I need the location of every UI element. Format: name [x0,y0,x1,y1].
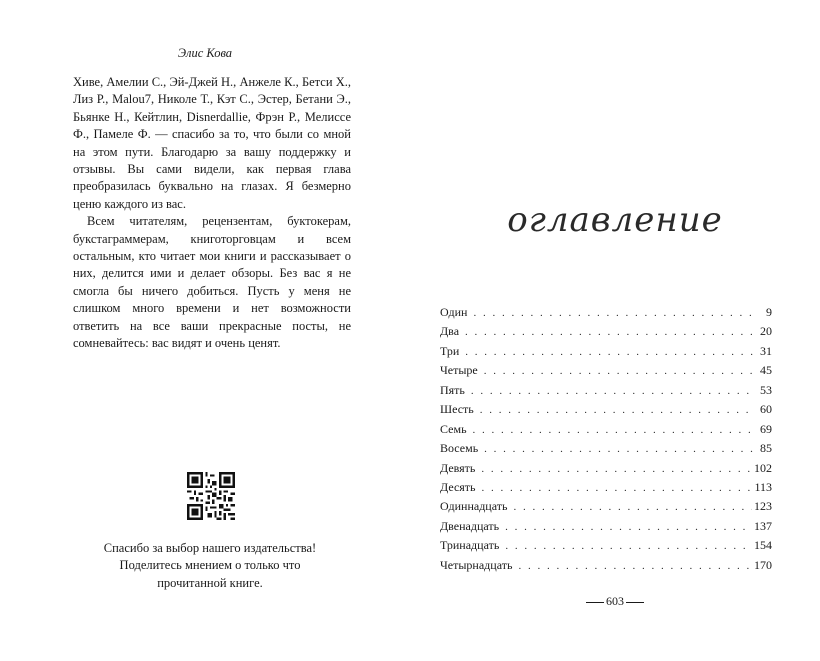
folio-rule-left [586,602,604,603]
toc-entry-label: Восемь [440,441,479,456]
toc-leader-dots [473,307,754,319]
toc-entry-page: 20 [760,324,772,339]
toc-entry-page: 154 [754,538,772,553]
thanks-line: прочитанной книге. [157,575,263,590]
toc-entry-label: Три [440,343,460,358]
toc-entry-page: 9 [766,305,772,319]
table-of-contents [440,305,772,577]
toc-entry[interactable] [440,519,772,538]
toc-entry[interactable] [440,402,772,421]
toc-entry-label: Пять [440,382,465,397]
toc-leader-dots [480,404,754,416]
toc-entry-label: Тринадцать [440,538,500,553]
toc-entry-page: 31 [760,343,772,358]
toc-entry[interactable] [440,461,772,480]
toc-entry[interactable] [440,499,772,518]
toc-entry-label: Четырнадцать [440,557,513,572]
publisher-thanks [60,540,360,592]
toc-entry[interactable] [440,441,772,460]
toc-leader-dots [482,482,753,494]
toc-entry-page: 170 [754,557,772,572]
toc-entry[interactable] [440,538,772,557]
toc-entry-page: 113 [754,479,772,494]
running-head-author: Элис Кова [177,46,233,60]
toc-leader-dots [484,443,754,455]
toc-entry[interactable] [440,363,772,382]
toc-leader-dots [484,365,754,377]
toc-entry-label: Одиннадцать [440,499,508,514]
toc-entry-page: 45 [760,363,772,378]
toc-entry-label: Шесть [440,402,474,417]
paragraph-1: Хиве, Амелии С., Эй-Джей Н., Анжеле К., Бетси Х., Лиз Р., Malou7, Николе Т., Кэт С., Эстер, Бетани Э., Бьянке Н., Кейтлин, Disnerdallie, Фрэн Р., Мелиссе Ф., Памеле Ф. — спасибо за то, что были со мной на этом пути. Благодарю за вашу поддержку и отзывы. Вы сами видели, как первая глава преобразилась буквально на глазах. Я безмерно ценю каждого из вас. [73,75,351,211]
thanks-line: Поделитесь мнением о только что [119,558,301,573]
thanks-line: Спасибо за выбор нашего издательства! [103,541,317,555]
toc-leader-dots [465,346,754,358]
folio-rule-right [626,602,644,603]
toc-leader-dots [471,385,754,397]
toc-leader-dots [518,560,752,572]
folio-number: 603 [606,594,624,608]
toc-leader-dots [505,521,752,533]
toc-entry-label: Семь [440,421,467,436]
toc-entry-page: 123 [754,499,772,514]
qr-code-icon[interactable] [187,472,235,520]
toc-entry-label: Десять [440,479,476,494]
toc-leader-dots [465,326,754,338]
toc-entry[interactable] [440,480,772,499]
toc-title: оглавление [507,200,723,240]
page-number [410,594,820,609]
acknowledgements-text [73,74,351,353]
toc-leader-dots [505,540,752,552]
paragraph-2: Всем читателям, рецензентам, буктокерам, букстаграммерам, книготорговцам и всем остальным, кто читает мои книги и рассказывает о них, делится ими и делает обзоры. Без вас я не смогла бы ничего добиться. Пусть у меня не слишком много времени и нет возможности ответить на все ваши прекрасные посты, не сомневайтесь: вас видят и очень ценят. [73,214,351,351]
toc-leader-dots [513,501,752,513]
toc-entry-page: 137 [754,518,772,533]
toc-entry[interactable] [440,422,772,441]
toc-entry-label: Два [440,324,460,339]
toc-entry[interactable] [440,383,772,402]
toc-leader-dots [473,424,754,436]
toc-entry-label: Двенадцать [440,518,500,533]
toc-entry-label: Девять [440,460,476,475]
toc-entry-label: Один [440,305,468,319]
toc-leader-dots [481,463,752,475]
toc-entry-page: 53 [760,382,772,397]
toc-entry-page: 102 [754,460,772,475]
toc-entry[interactable] [440,305,772,324]
toc-entry[interactable] [440,344,772,363]
toc-entry-page: 60 [760,402,772,417]
toc-entry[interactable] [440,324,772,343]
right-page [410,0,820,661]
toc-entry-label: Четыре [440,363,478,378]
toc-entry-page: 85 [760,441,772,456]
toc-entry[interactable] [440,558,772,577]
toc-entry-page: 69 [760,421,772,436]
